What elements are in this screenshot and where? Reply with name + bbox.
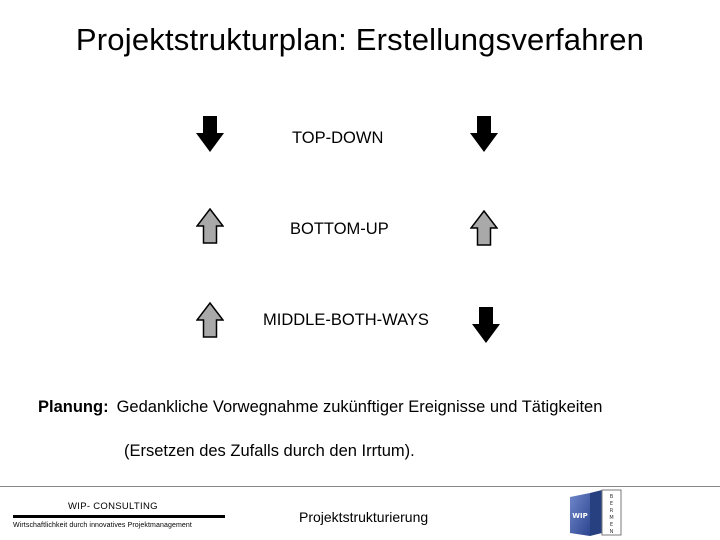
definition-text: Gedankliche Vorwegnahme zukünftiger Ereignisse und Tätigkeiten xyxy=(116,398,603,416)
svg-text:WIP: WIP xyxy=(572,512,588,520)
svg-text:M: M xyxy=(609,515,614,521)
definition-line xyxy=(38,398,602,417)
definition-continuation: (Ersetzen des Zufalls durch den Irrtum). xyxy=(124,442,415,460)
footer-tagline: Wirtschaftlichkeit durch innovatives Projektmanagement xyxy=(13,522,192,529)
svg-text:B: B xyxy=(609,494,614,500)
arrow-up-gray-icon xyxy=(196,208,224,244)
svg-text:N: N xyxy=(609,529,614,535)
footer-topic: Projektstrukturierung xyxy=(299,509,429,525)
arrow-down-black-icon xyxy=(196,116,224,152)
svg-text:E: E xyxy=(609,501,614,507)
definition-term: Planung: xyxy=(38,398,109,416)
approach-label-top-down: TOP-DOWN xyxy=(292,129,384,147)
approach-label-middle-both-ways: MIDDLE-BOTH-WAYS xyxy=(263,311,429,329)
footer-company: WIP- CONSULTING xyxy=(68,501,158,512)
arrow-down-black-icon xyxy=(472,307,500,343)
footer-rule xyxy=(13,515,225,518)
wip-logo xyxy=(566,489,623,537)
arrow-up-gray-icon xyxy=(470,210,498,246)
slide-title: Projektstrukturplan: Erstellungsverfahren xyxy=(75,22,645,57)
approach-label-bottom-up: BOTTOM-UP xyxy=(290,220,389,238)
arrow-down-black-icon xyxy=(470,116,498,152)
svg-text:R: R xyxy=(609,508,614,514)
arrow-up-gray-icon xyxy=(196,302,224,338)
svg-text:E: E xyxy=(609,522,614,528)
footer-divider xyxy=(0,486,720,487)
